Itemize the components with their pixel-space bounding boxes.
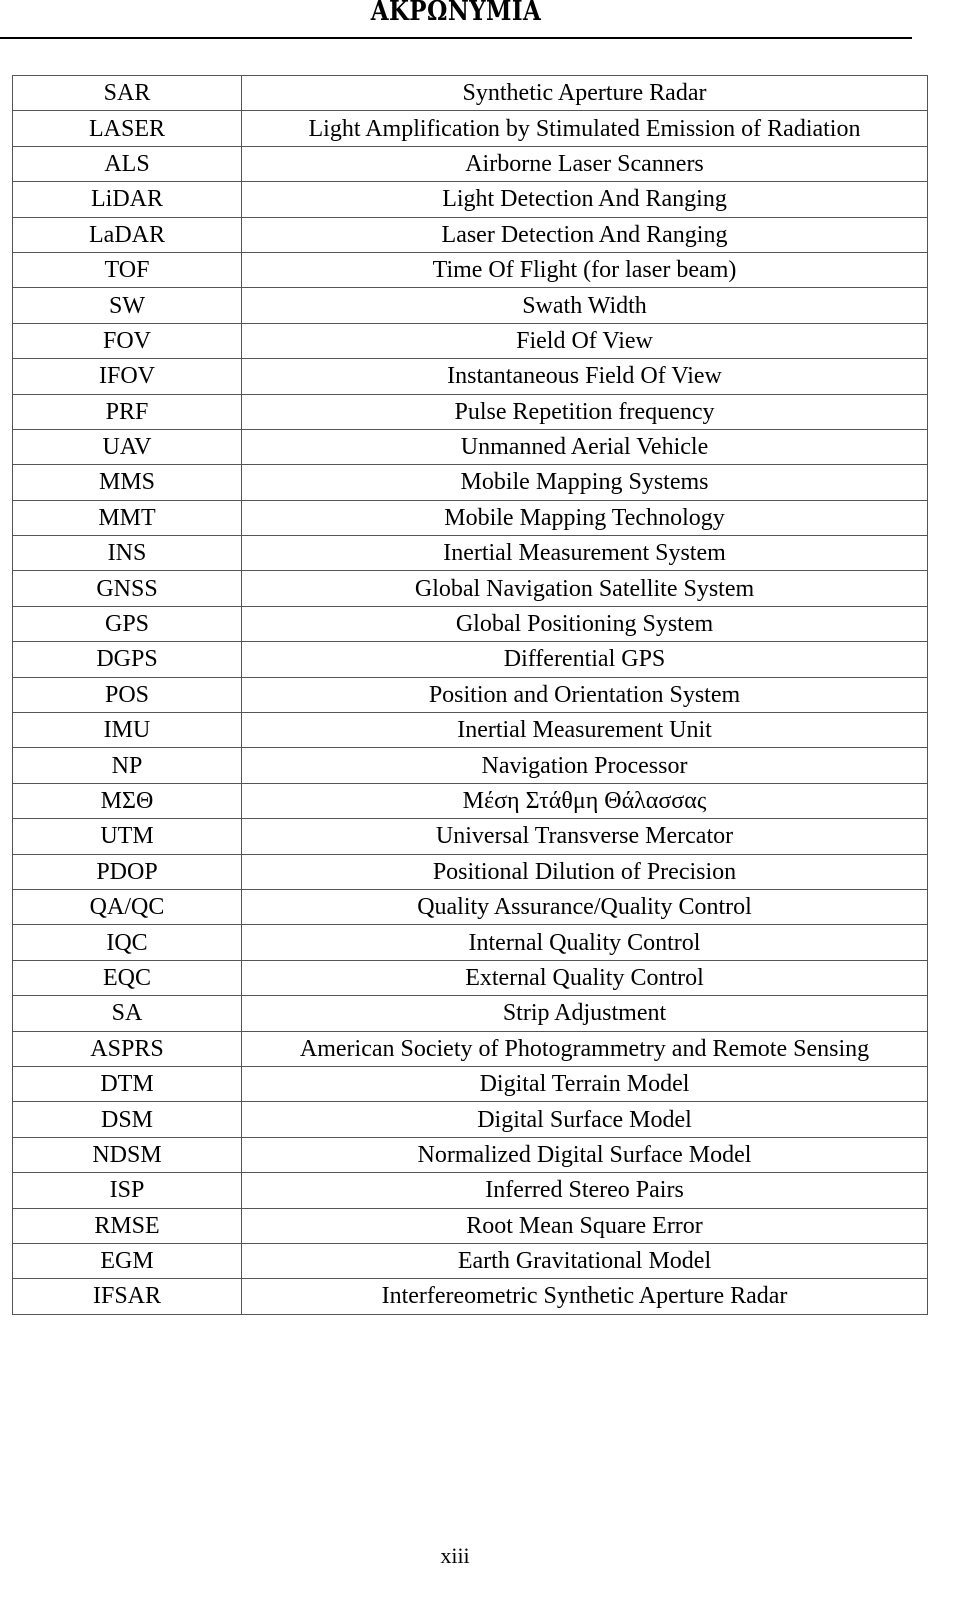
table-row <box>13 713 928 748</box>
definition-cell: Time Of Flight (for laser beam) <box>242 252 928 287</box>
table-row <box>13 819 928 854</box>
definition-cell: External Quality Control <box>242 960 928 995</box>
definition-cell: Normalized Digital Surface Model <box>242 1137 928 1172</box>
definition-cell: Unmanned Aerial Vehicle <box>242 429 928 464</box>
table-row <box>13 996 928 1031</box>
acronym-cell: IMU <box>13 713 242 748</box>
table-row <box>13 1173 928 1208</box>
definition-cell: Field Of View <box>242 323 928 358</box>
acronym-cell: GPS <box>13 606 242 641</box>
definition-cell: Laser Detection And Ranging <box>242 217 928 252</box>
acronym-cell: MMT <box>13 500 242 535</box>
definition-cell: Light Amplification by Stimulated Emission of Radiation <box>242 111 928 146</box>
acronym-cell: SW <box>13 288 242 323</box>
table-row <box>13 217 928 252</box>
acronym-cell: GNSS <box>13 571 242 606</box>
table-row <box>13 1208 928 1243</box>
definition-cell: Instantaneous Field Of View <box>242 359 928 394</box>
table-row <box>13 111 928 146</box>
definition-cell: Differential GPS <box>242 642 928 677</box>
acronym-cell: LaDAR <box>13 217 242 252</box>
acronym-cell: EGM <box>13 1243 242 1278</box>
definition-cell: Root Mean Square Error <box>242 1208 928 1243</box>
acronym-cell: RMSE <box>13 1208 242 1243</box>
acronym-cell: IFSAR <box>13 1279 242 1314</box>
acronym-cell: DTM <box>13 1066 242 1101</box>
acronym-cell: FOV <box>13 323 242 358</box>
acronym-cell: POS <box>13 677 242 712</box>
table-row <box>13 182 928 217</box>
acronym-cell: MMS <box>13 465 242 500</box>
table-row <box>13 1102 928 1137</box>
table-row <box>13 642 928 677</box>
acronym-cell: LASER <box>13 111 242 146</box>
table-row <box>13 1279 928 1314</box>
table-row <box>13 783 928 818</box>
definition-cell: Global Positioning System <box>242 606 928 641</box>
definition-cell: Universal Transverse Mercator <box>242 819 928 854</box>
acronym-cell: ISP <box>13 1173 242 1208</box>
definition-cell: Μέση Στάθμη Θάλασσας <box>242 783 928 818</box>
acronym-cell: SAR <box>13 76 242 111</box>
table-row <box>13 288 928 323</box>
acronym-cell: QA/QC <box>13 889 242 924</box>
table-row <box>13 1137 928 1172</box>
acronym-cell: UAV <box>13 429 242 464</box>
definition-cell: Position and Orientation System <box>242 677 928 712</box>
definition-cell: Internal Quality Control <box>242 925 928 960</box>
table-row <box>13 429 928 464</box>
definition-cell: Strip Adjustment <box>242 996 928 1031</box>
definition-cell: Earth Gravitational Model <box>242 1243 928 1278</box>
table-row <box>13 323 928 358</box>
definition-cell: Swath Width <box>242 288 928 323</box>
definition-cell: Inertial Measurement System <box>242 536 928 571</box>
table-row <box>13 1066 928 1101</box>
definition-cell: Positional Dilution of Precision <box>242 854 928 889</box>
table-row <box>13 854 928 889</box>
definition-cell: Inertial Measurement Unit <box>242 713 928 748</box>
table-row <box>13 252 928 287</box>
acronym-cell: ALS <box>13 146 242 181</box>
definition-cell: Airborne Laser Scanners <box>242 146 928 181</box>
definition-cell: Pulse Repetition frequency <box>242 394 928 429</box>
acronym-cell: DGPS <box>13 642 242 677</box>
acronym-cell: ΜΣΘ <box>13 783 242 818</box>
acronym-cell: NDSM <box>13 1137 242 1172</box>
definition-cell: Quality Assurance/Quality Control <box>242 889 928 924</box>
page-title: ΑΚΡΩΝΥΜΙΑ <box>370 0 542 27</box>
acronym-cell: NP <box>13 748 242 783</box>
acronym-cell: DSM <box>13 1102 242 1137</box>
acronym-cell: IFOV <box>13 359 242 394</box>
table-row <box>13 76 928 111</box>
definition-cell: Digital Surface Model <box>242 1102 928 1137</box>
acronym-cell: LiDAR <box>13 182 242 217</box>
table-row <box>13 359 928 394</box>
acronym-cell: SA <box>13 996 242 1031</box>
table-row <box>13 889 928 924</box>
definition-cell: Global Navigation Satellite System <box>242 571 928 606</box>
acronym-cell: IQC <box>13 925 242 960</box>
acronyms-table <box>12 75 928 1315</box>
page-number: xiii <box>440 1543 470 1568</box>
table-row <box>13 500 928 535</box>
table-row <box>13 146 928 181</box>
definition-cell: Synthetic Aperture Radar <box>242 76 928 111</box>
acronym-cell: TOF <box>13 252 242 287</box>
definition-cell: American Society of Photogrammetry and Remote Sensing <box>242 1031 928 1066</box>
table-row <box>13 960 928 995</box>
definition-cell: Digital Terrain Model <box>242 1066 928 1101</box>
table-row <box>13 1243 928 1278</box>
acronym-cell: INS <box>13 536 242 571</box>
table-row <box>13 606 928 641</box>
acronym-cell: UTM <box>13 819 242 854</box>
acronym-cell: EQC <box>13 960 242 995</box>
acronym-cell: PDOP <box>13 854 242 889</box>
table-row <box>13 536 928 571</box>
table-row <box>13 925 928 960</box>
acronym-cell: ASPRS <box>13 1031 242 1066</box>
table-row <box>13 571 928 606</box>
table-row <box>13 465 928 500</box>
table-row <box>13 394 928 429</box>
table-row <box>13 748 928 783</box>
definition-cell: Interfereometric Synthetic Aperture Radar <box>242 1279 928 1314</box>
definition-cell: Inferred Stereo Pairs <box>242 1173 928 1208</box>
definition-cell: Light Detection And Ranging <box>242 182 928 217</box>
definition-cell: Mobile Mapping Systems <box>242 465 928 500</box>
table-row <box>13 677 928 712</box>
definition-cell: Mobile Mapping Technology <box>242 500 928 535</box>
definition-cell: Navigation Processor <box>242 748 928 783</box>
acronym-cell: PRF <box>13 394 242 429</box>
title-divider <box>0 37 912 39</box>
table-row <box>13 1031 928 1066</box>
